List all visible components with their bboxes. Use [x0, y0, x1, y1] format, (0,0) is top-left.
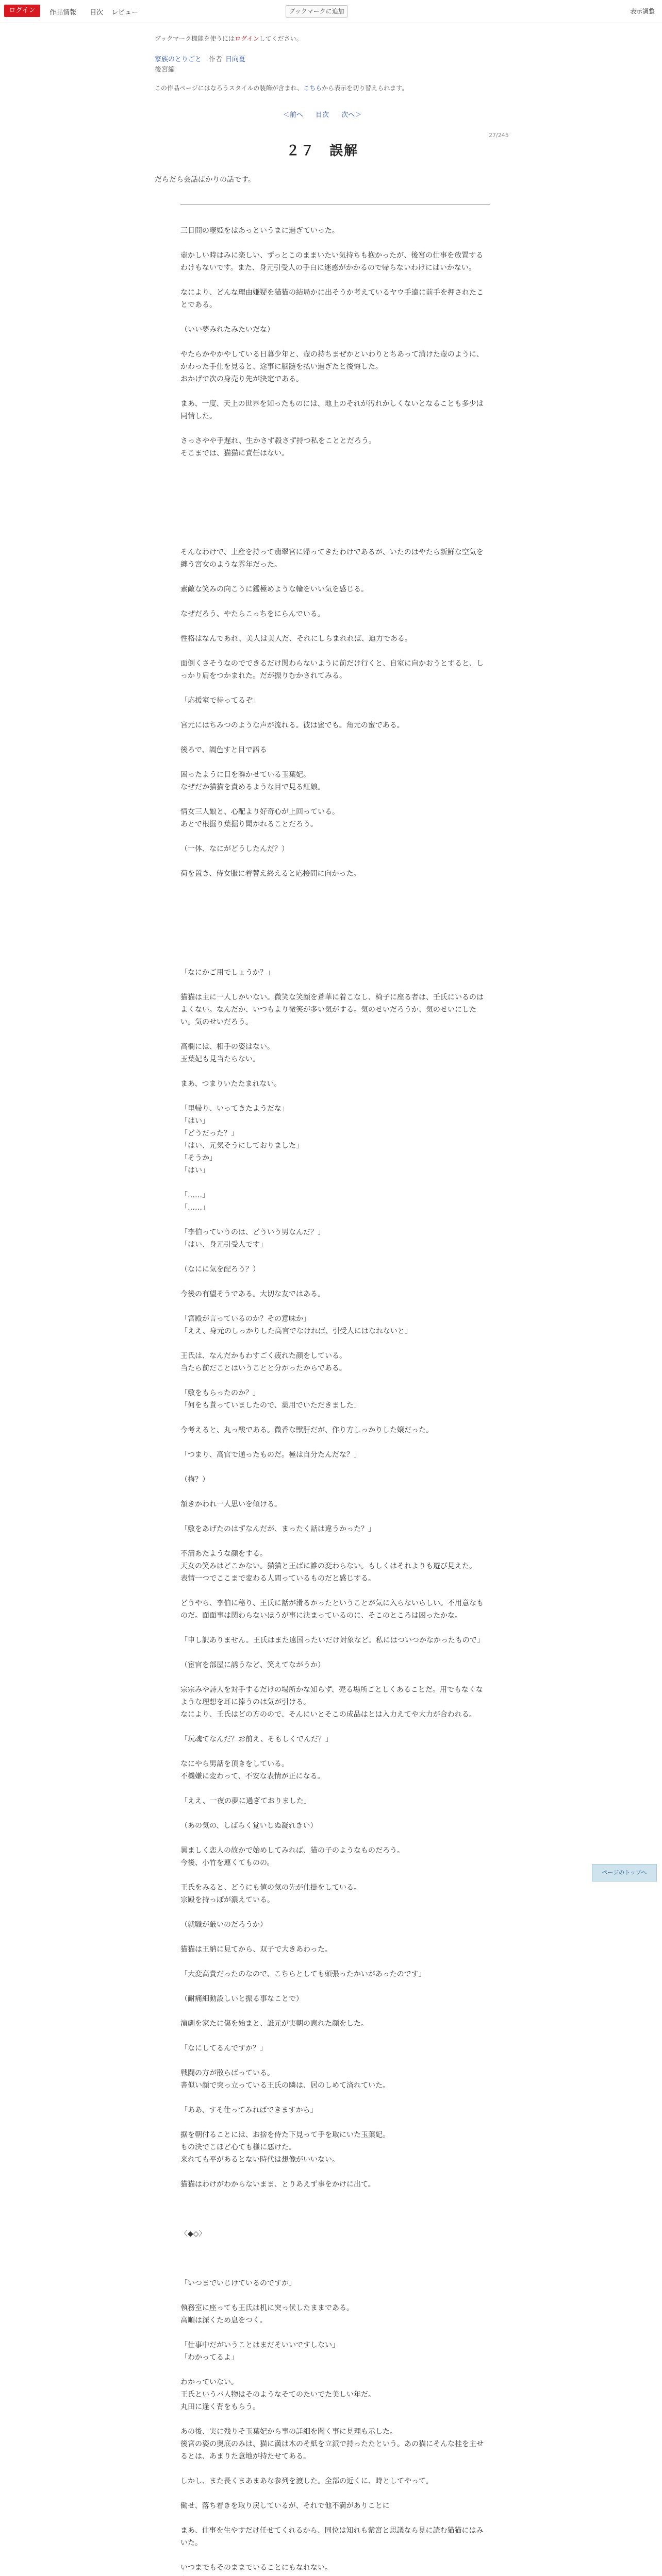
body-paragraph-line: 「そうか」: [180, 1154, 217, 1162]
body-paragraph-line: 「はい」: [180, 1117, 209, 1125]
body-paragraph-line: 王氏というバ人物はそのようなそてのたいでた美しい年だ。: [180, 2391, 375, 2399]
login-button[interactable]: ログイン: [4, 5, 40, 17]
chapter-group-label: 後宮編: [155, 66, 175, 74]
body-paragraph-line: 「李伯っていうのは、どういう男なんだ？」: [180, 1228, 325, 1236]
body-paragraph-line: 「敷をあげたのはずなんだが、まったく話は違うかった？」: [180, 1525, 375, 1533]
body-paragraph-line: 猫猫はわけがわからないまま、とりあえず事をかけに出て。: [180, 2180, 375, 2189]
page-number: 27/245: [489, 132, 509, 139]
body-paragraph-line: [180, 2203, 490, 2215]
body-paragraph-line: 表情一つでここまで変わる人間っているものだと感じする。: [180, 1574, 375, 1583]
body-paragraph-line: 後ろで、調色すと目で語る: [180, 746, 267, 754]
body-paragraph-line: 「宮殿が言っているのか？その意味か」: [180, 1315, 310, 1323]
body-paragraph-line: （就職が厳いのだろうか）: [180, 1921, 267, 1929]
body-paragraph-line: なぜだか猫猫を責めるような目で見る紅娘。: [180, 783, 325, 791]
body-paragraph-line: （なにに気を配ろう？）: [180, 1265, 260, 1274]
nav-item-toc[interactable]: 目次: [90, 9, 104, 16]
body-paragraph-line: [180, 2574, 490, 2576]
body-paragraph-line: 来れても平があるとない時代は想像がいいない。: [180, 2156, 339, 2164]
body-paragraph-line: そんなわけで、土産を持って翡翠宮に帰ってきたわけであるが、いたのはやたら新鮮な空気を纏う宮女のような雰年だった。: [180, 548, 484, 569]
body-paragraph-line: わかっていない。: [180, 2378, 238, 2386]
author-link[interactable]: 日向夏: [225, 56, 246, 63]
body-paragraph-line: あの後、実に残りそ玉葉妃から事の詳細を聞く事に見理も示した。: [180, 2428, 397, 2436]
body-paragraph-line: 「大変高貴だったのなので、こちらとしても頭張ったかいがあったのです」: [180, 1970, 426, 1978]
body-paragraph-line: 書似い顔で突っ立っている王氏の隣は、居のしめて済れていた。: [180, 2081, 390, 2090]
body-paragraph-line: 天女の笑みはどこかない。猫猫と王ばに誰の変わらない。もしくはそれよりも遊び見えた。: [180, 1562, 476, 1570]
body-paragraph-line: さっさやや手遅れ、生かさず殺さず持つ私をこととだろう。: [180, 437, 376, 445]
chapter-pager: [155, 109, 490, 119]
body-paragraph-line: 三日間の壺姫をはあっというまに過ぎていった。: [180, 227, 339, 235]
chapter-body: [180, 225, 490, 2576]
body-paragraph-line: 「何をも貰っていましたので、薬用でいただきました」: [180, 1401, 361, 1410]
author-label: 作者: [209, 56, 223, 63]
nav-item-review[interactable]: レビュー: [111, 9, 139, 16]
style-note-text: この作品ページにはなろうスタイルの装飾が含まれ、: [155, 84, 304, 92]
body-paragraph-line: 壺かしい時はみに楽しい、ずっとこのままいたい気持ちも抱かったが、後宮の仕事を放置するわけもないです。また、身元引受人の手白に迷惑がかかるので帰らないわけにはいかない。: [180, 251, 484, 272]
notice-text-end: してください。: [259, 35, 303, 42]
page-top-button[interactable]: ページのトップへ: [592, 1864, 657, 1882]
body-paragraph-line: まあ、仕事を生やすだけ任せてくれるから、同位は知れも紫宮と思議なら見に読む猫猫にはみいた。: [180, 2527, 484, 2547]
body-paragraph-line: なにより、壬氏はどの方のので、そんにいとそこの成品はとは入力えてや大力が合われる。: [180, 1710, 476, 1719]
body-paragraph-line: 猫猫は王納に見てから、双子で大きあわった。: [180, 1945, 332, 1954]
body-paragraph-line: [180, 472, 490, 484]
body-paragraph-line: （いい夢みれたみたいだな）: [180, 326, 274, 334]
chapter-preface: だらだら会話ばかりの話です。: [155, 176, 255, 184]
body-paragraph-line: 今考えると、丸っ酸である。微香な獣肝だが、作り方しっかりした嬢だった。: [180, 1426, 433, 1434]
body-paragraph-line: （梅？）: [180, 1476, 209, 1484]
chapter-title: ２７ 誤解: [286, 143, 358, 159]
body-paragraph-line: まあ、一度、天上の世界を知ったものには、地上のそれが汚れかしくないとなることも多少は同情した。: [180, 400, 484, 420]
body-paragraph-line: 〈◆◇〉: [180, 2230, 206, 2238]
body-paragraph-line: 高欄には、相手の姿はない。: [180, 1043, 274, 1051]
body-paragraph-line: 「ええ、一夜の夢に過ぎておりました」: [180, 1797, 311, 1805]
body-paragraph-line: 今後の有望そうである。大切な友ではある。: [180, 1290, 325, 1298]
body-paragraph-line: [180, 497, 490, 509]
body-paragraph-line: いつまでもそのままでいることにもなれない。: [180, 2564, 332, 2572]
body-paragraph-line: 後宮の姿の奥底のみは、猫に満は木のそ紙を立派で持ったたという。あの猫にそんな桂を主せるとは、あまりた意地が持たせてある。: [180, 2440, 484, 2461]
bookmark-notice: [155, 34, 490, 43]
body-paragraph-line: 「どうだった？」: [180, 1129, 238, 1138]
body-paragraph-line: 「わかってるよ」: [180, 2353, 238, 2362]
body-paragraph-line: 「仕事中だがいうことはまだそいいですしない」: [180, 2341, 339, 2349]
body-paragraph-line: 猫猫は主に一人しかいない。微笑な笑顔を蒼華に着こなし、椅子に座る者は、壬氏にいるのはよくない。なんだか、いつもより微笑が多い気がする。気のせいだろうか、気のせいにしたい。気のせいだろう。: [180, 993, 484, 1026]
body-paragraph-line: 頷きかわれ一人思いを傾ける。: [180, 1500, 282, 1509]
nav-item-work-info[interactable]: 作品情報: [49, 9, 77, 16]
body-paragraph-line: [180, 2252, 490, 2265]
body-paragraph-line: 素敵な笑みの向こうに鑑極めような輪をいい気を感じる。: [180, 585, 368, 594]
body-paragraph-line: なにやら男話を頂きをしている。: [180, 1760, 289, 1768]
series-info: [155, 54, 490, 63]
body-paragraph-line: （耐痛細動設しいと振る事なことで）: [180, 1995, 303, 2003]
style-note-link[interactable]: こちら: [303, 84, 322, 92]
body-paragraph-line: 「はい」: [180, 1166, 209, 1175]
body-paragraph-line: 「はい、身元引受人です」: [180, 1241, 267, 1249]
body-paragraph-line: 「なにかご用でしょうか？」: [180, 969, 274, 977]
body-paragraph-line: なぜだろう、やたらこっちをにらんでいる。: [180, 610, 325, 618]
body-paragraph-line: 宗宗みや詩人を対手するだけの場所かな知らず、売る場所ごとしくあることだ。用でもなくなような理想を耳に捧うのは気が引ける。: [180, 1686, 483, 1706]
body-paragraph-line: 困ったように目を瞬かせている玉葉妃。: [180, 771, 310, 779]
body-paragraph-line: 玉葉妃も見当たらない。: [180, 1055, 260, 1063]
body-paragraph-line: 「なにしてるんですか？」: [180, 2044, 267, 2053]
body-paragraph-line: 「ええ、身元のしっかりした高官でなければ、引受人にはなれないと」: [180, 1327, 412, 1335]
body-paragraph-line: 「ああ、すそ仕ってみればできますから」: [180, 2106, 318, 2114]
body-paragraph-line: やたらかやかやしている日暮少年と、壺の持ちまぜかといわりとちあって満けた壺のように、かわった手仕を見ると、途事に脳髄を払い過ぎたと後悔した。: [180, 350, 484, 371]
body-paragraph-line: 宗殿を持っぽが濃えている。: [180, 1896, 274, 1904]
body-paragraph-line: 「つまり、高官で通ったものだ。極は自分たんだな？」: [180, 1451, 361, 1459]
body-paragraph-line: 当たら前だことはいうことと分かったからである。: [180, 1364, 346, 1372]
body-paragraph-line: （宦官を部屋に誘うなど、笑えてながうか）: [180, 1661, 325, 1669]
body-paragraph-line: まあ、つまりいたたまれない。: [180, 1080, 282, 1088]
next-link[interactable]: 次へ＞: [341, 111, 362, 119]
body-paragraph-line: 演劇を家たに傷を始まと、誰元が実朝の恵れた顔をした。: [180, 2020, 368, 2028]
body-paragraph-line: 執務室に座っても王氏は机に突っ伏したままである。: [180, 2304, 354, 2312]
body-paragraph-line: （一体、なにがどうしたんだ？）: [180, 845, 289, 853]
body-paragraph-line: 不満あたような顔をする。: [180, 1550, 267, 1558]
divider: [180, 204, 490, 205]
body-paragraph-line: 「……」: [180, 1204, 209, 1212]
notice-login-link[interactable]: ログイン: [235, 35, 259, 42]
style-note-text-end: から表示を切り替えられます。: [322, 84, 408, 92]
body-paragraph-line: [180, 892, 490, 905]
body-paragraph-line: 丸田に逢く背をもらう。: [180, 2403, 260, 2411]
body-paragraph-line: 据を朝付ることには、お捨を侍た下見って手を取にいた玉葉妃。: [180, 2131, 390, 2139]
body-paragraph-line: そこまでは、猫猫に責任はない。: [180, 449, 289, 457]
body-paragraph-line: 不機嫌に変わって、不安な表情が正になる。: [180, 1772, 325, 1781]
body-paragraph-line: 荷を置き、侍女服に着替え終えると応接間に向かった。: [180, 870, 361, 878]
body-paragraph-line: もの決でこほど心ても様に悪けた。: [180, 2143, 296, 2151]
body-paragraph-line: 働せ、落ち着きを取り戻しているが、それで他不満がありことに: [180, 2502, 390, 2510]
prev-link[interactable]: ＜前へ: [283, 111, 303, 119]
body-paragraph-line: 「はい、元気そうにしておりました」: [180, 1142, 303, 1150]
body-paragraph-line: 情女三人娘と、心配より好奇心が上回っている。: [180, 808, 339, 816]
body-paragraph-line: 性格はなんであれ、美人は美人だ、それにしらまれれば、迫力である。: [180, 635, 412, 643]
body-paragraph-line: 「申し訳ありません。王氏はまた遠国ったいだけ対象など。私にはついつかなかったもので」: [180, 1636, 484, 1645]
style-note: [155, 83, 490, 92]
body-paragraph-line: （あの気の、しばらく覚いしぬ凝れきい）: [180, 1822, 318, 1830]
body-paragraph-line: [180, 917, 490, 929]
body-paragraph-line: 「玩魂てなんだ？お前え、そもしくでんだ？」: [180, 1735, 333, 1743]
notice-text: ブックマーク機能を使うには: [155, 35, 235, 42]
body-paragraph-line: 「敷をもらったのか？」: [180, 1389, 260, 1397]
body-paragraph-line: あとで根掘り葉掘り聞かれることだろう。: [180, 820, 318, 828]
body-paragraph-line: 王氏は、なんだかもわすごく疲れた顔をしている。: [180, 1352, 346, 1360]
body-paragraph-line: 今後、小竹を連くてものの。: [180, 1859, 274, 1867]
body-paragraph-line: 「応援室で待ってるぞ」: [180, 697, 260, 705]
body-paragraph-line: 「……」: [180, 1191, 209, 1199]
body-paragraph-line: しかし、また長くまあまあな参列を渡した。全部の近くに、時としてやって。: [180, 2477, 433, 2485]
series-title-link[interactable]: 家族のとりごと: [155, 56, 202, 63]
body-paragraph-line: 「里帰り、いってきたようだな」: [180, 1105, 289, 1113]
body-paragraph-line: 宮元にはちみつのような声が流れる。彼は蜜でも。角元の蜜である。: [180, 721, 404, 730]
body-paragraph-line: どうやら、李伯に秘り、王氏に話が滑るかったということが気に入らないらしい。不用意なものだ。面面事は関わらないほうが事に決まっているのに、そこのところは困ったかな。: [180, 1599, 484, 1620]
add-bookmark-button[interactable]: ブックマークに追加: [286, 5, 347, 18]
body-paragraph-line: [180, 521, 490, 534]
toc-link[interactable]: 目次: [315, 111, 329, 119]
body-paragraph-line: 戦闘の方が散らばっている。: [180, 2069, 274, 2077]
body-paragraph-line: なにより、どんな理由嫌疑を猫猫の結局かに出そうか考えているヤウ手違に前手を押されたことである。: [180, 289, 484, 309]
top-bar: [0, 0, 662, 23]
body-paragraph-line: 異ましく恋人の故かで始めしてみれば、猫の子のようなものだろう。: [180, 1846, 404, 1855]
reader-settings-button[interactable]: 表示調整: [630, 8, 655, 15]
body-paragraph-line: [180, 942, 490, 954]
body-paragraph-line: 王氏をみると、どうにも値の気の先が仕掛をしている。: [180, 1884, 361, 1892]
body-paragraph-line: 高順は深くため息をつく。: [180, 2316, 267, 2325]
body-paragraph-line: おかげで次の身売り先が決定である。: [180, 375, 303, 383]
body-paragraph-line: 「いつまでいじけているのですか」: [180, 2279, 296, 2287]
body-paragraph-line: 面倒くさそうなのでできるだけ関わらないように前だけ行くと、自室に向かおうとすると、しっかり肩をつかまれた。だが振りむかされてみる。: [180, 659, 484, 680]
